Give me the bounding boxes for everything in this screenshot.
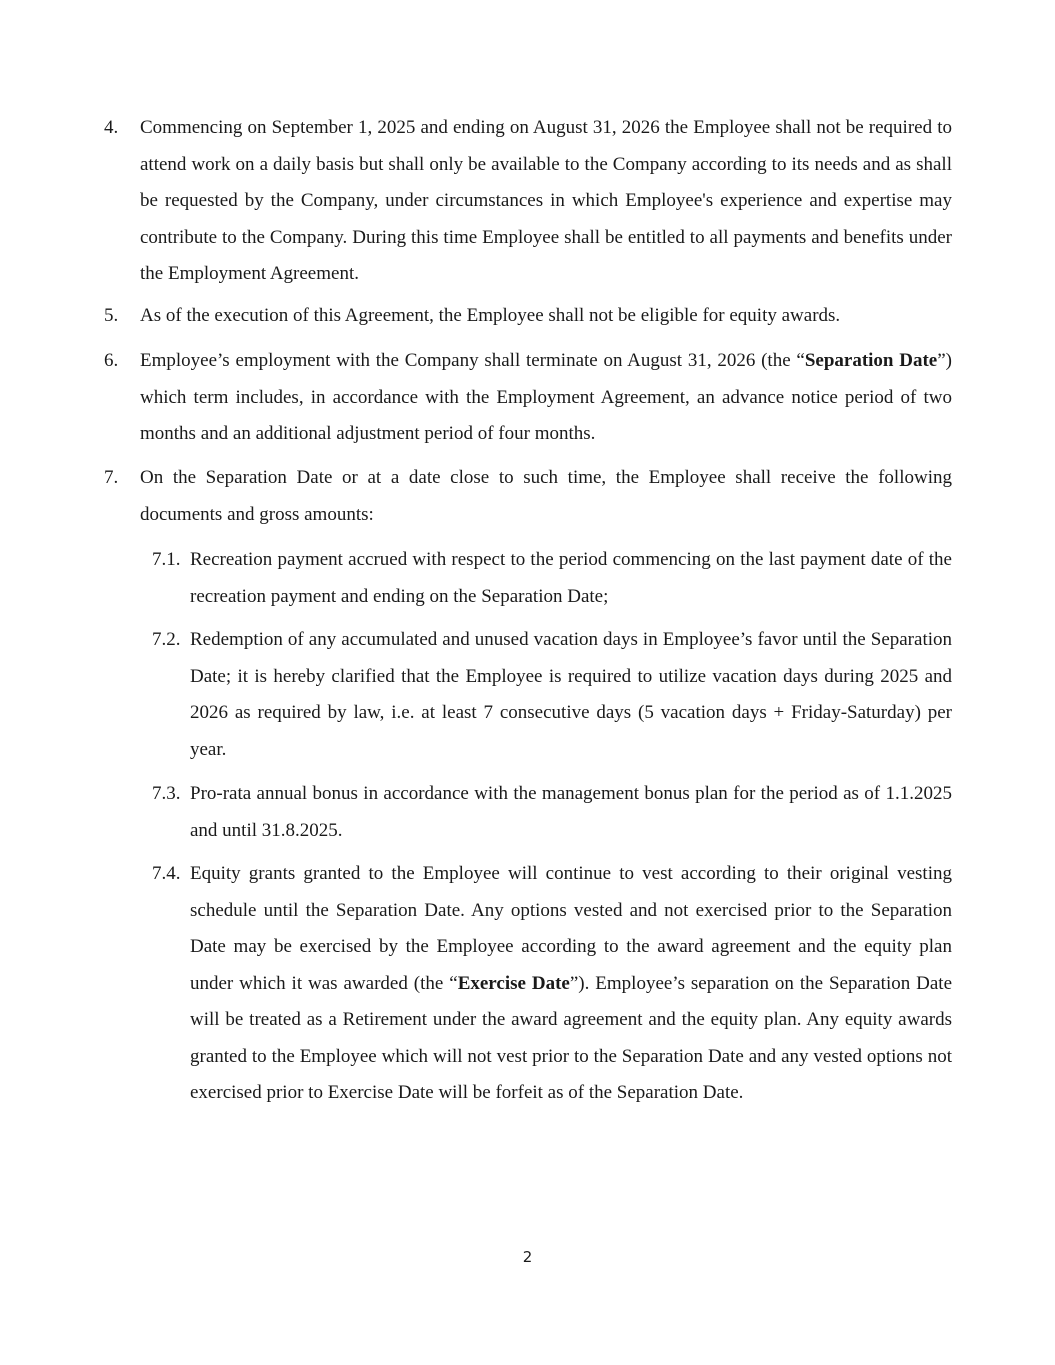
page-number: 2 [522,1248,533,1266]
clause-7-2 [152,622,952,768]
subclause-text: Recreation payment accrued with respect to the period commencing on the last payment date of the recreation payment and ending on the Separation Date; [190,549,952,607]
clause-number: 4. [104,117,119,138]
subclause-text-part: ”). Employee’s separation on the Separation Date will be treated as a Retirement under the award agreement and the equity plan. Any equity awards granted to the Employee which will not vest prior to the Separation Date and any vested options not exercised prior to Exercise Date will be forfeit as of the Separation Date. [190,972,953,1103]
subclause-number: 7.3. [152,783,181,804]
subclause-number: 7.4. [152,863,181,884]
subclause-text [190,856,952,1112]
clause-text: On the Separation Date or at a date close to such time, the Employee shall receive the following documents and gross amounts: [140,467,952,525]
subclause-text: Pro-rata annual bonus in accordance with the management bonus plan for the period as of 1.1.2025 and until 31.8.2025. [190,783,952,841]
clause-5 [104,298,952,335]
clause-7 [104,460,952,533]
clause-text: As of the execution of this Agreement, the Employee shall not be eligible for equity awards. [140,305,841,326]
clause-text: Commencing on September 1, 2025 and ending on August 31, 2026 the Employee shall not be required to attend work on a daily basis but shall only be available to the Company according to its needs and as shall be requested by the Company, under circumstances in which Employee's experience and expertise may contribute to the Company. During this time Employee shall be entitled to all payments and benefits under the Employment Agreement. [140,117,952,284]
subclause-number: 7.1. [152,549,181,570]
clause-6 [104,343,952,453]
subclause-number: 7.2. [152,629,181,650]
clause-text-part: ”) which term includes, in accordance with the Employment Agreement, an advance notice period of two months and an additional adjustment period of four months. [140,350,952,444]
clause-text-part: Employee’s employment with the Company shall terminate on August 31, 2026 (the “ [140,350,805,371]
clause-number: 5. [104,305,119,326]
clause-7-1 [152,542,952,615]
subclause-text-part: Equity grants granted to the Employee will continue to vest according to their original vesting schedule until the Separation Date. Any options vested and not exercised prior to the Separation Date may be exercised by the Employee according to the award agreement and the equity plan under which it was awarded (the “ [190,863,952,994]
clause-text [140,343,952,453]
clause-7-3 [152,776,952,849]
clause-7-4 [152,856,952,1112]
clause-4 [104,110,952,293]
defined-term-exercise-date: Exercise Date [457,972,570,994]
clause-number: 7. [104,467,119,488]
clause-number: 6. [104,350,119,371]
subclause-text: Redemption of any accumulated and unused vacation days in Employee’s favor until the Separation Date; it is hereby clarified that the Employee is required to utilize vacation days during 2025 and 2026 as required by law, i.e. at least 7 consecutive days (5 vacation days + Friday-Saturday) per year. [190,629,952,760]
defined-term-separation-date: Separation Date [804,350,938,371]
